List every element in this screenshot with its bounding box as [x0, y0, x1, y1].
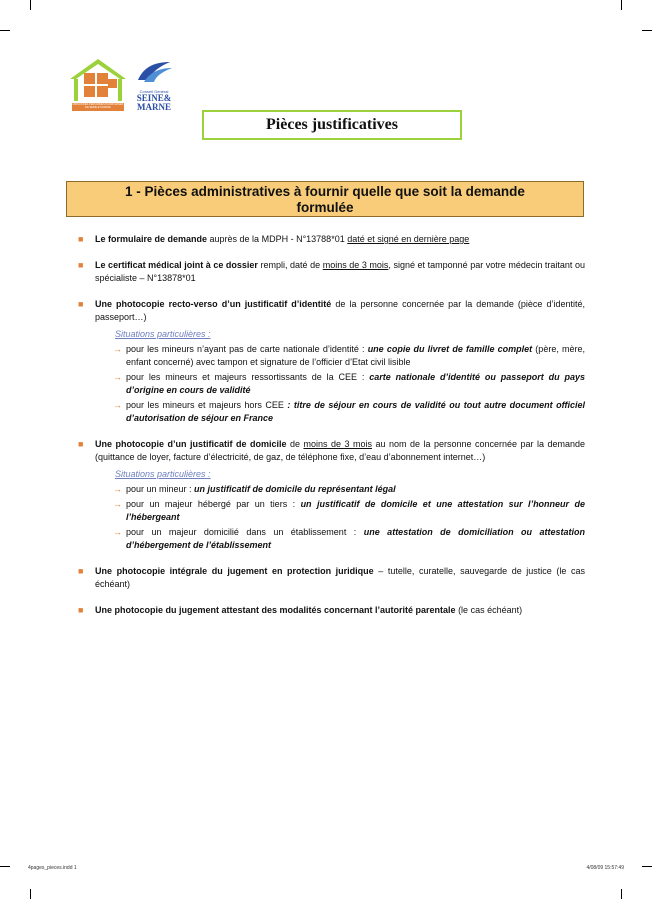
situation-item: → pour un majeur hébergé par un tiers : un justificatif de domicile et une attestation sur l’honneur de l’hébergeant — [113, 499, 585, 522]
bullet-icon: ■ — [78, 260, 84, 270]
arrow-right-icon: → — [113, 372, 122, 382]
list-item: ■ Une photocopie du jugement attestant des modalités concernant l’autorité parentale (le cas échéant) — [78, 605, 523, 615]
arrow-right-icon: → — [113, 527, 122, 537]
crop-mark — [642, 866, 652, 867]
situation-item: → pour un majeur domicilié dans un établissement : une attestation de domiciliation ou attestation d’hébergement de l’établissement — [113, 527, 586, 550]
crop-mark — [621, 889, 622, 899]
situation-item: → pour un mineur : un justificatif de domicile du représentant légal — [113, 484, 396, 494]
bullet-icon: ■ — [78, 439, 84, 449]
page-title: Pièces justificatives — [202, 110, 462, 140]
list-item: ■ Une photocopie d’un justificatif de domicile de moins de 3 mois au nom de la personne concernée par la demande (quittance de loyer, facture d’électricité, de gaz, de téléphone fixe, d’eau d’abonnement internet…) Situations particulières : → pour un mineur : un justificatif de domicile du représentant légal → pour un majeur hébergé par un tiers : un justificatif de domicile et une attestation sur l’honneur de l’hébergeant → pour un majeur domicilié dans un établissement : une attestation de domiciliation ou attestation d’hébergement de l’établissement — [78, 439, 586, 550]
crop-mark — [0, 866, 10, 867]
situation-item: → pour les mineurs et majeurs ressortissants de la CEE : carte nationale d’identité ou passeport du pays d’origine en cours de validité — [113, 372, 585, 395]
arrow-right-icon: → — [113, 484, 122, 494]
bullet-icon: ■ — [78, 234, 84, 244]
mdph-logo: MAISON DES PERSONNES HANDICAPÉES DE SEINE-ET-MARNE — [68, 57, 128, 113]
situations-label: Situations particulières : — [115, 469, 211, 479]
list-item: ■ Le formulaire de demande auprès de la MDPH - N°13788*01 daté et signé en dernière page — [78, 234, 470, 244]
arrow-right-icon: → — [113, 499, 122, 509]
footer-timestamp: 4/08/09 15:57:49 — [586, 865, 624, 871]
crop-mark — [30, 889, 31, 899]
list-item: ■ Une photocopie intégrale du jugement en protection juridique – tutelle, curatelle, sauvegarde de justice (le cas échéant) — [78, 566, 585, 589]
situation-item: → pour les mineurs n’ayant pas de carte nationale d’identité : une copie du livret de famille complet (père, mère, enfant concerné) avec tampon et signature de l’officier d’Etat civil lisible — [113, 344, 585, 367]
situations-label: Situations particulières : — [115, 329, 211, 339]
bullet-icon: ■ — [78, 566, 84, 576]
section-heading: 1 - Pièces administratives à fournir quelle que soit la demande formulée — [66, 181, 584, 217]
bullet-icon: ■ — [78, 299, 84, 309]
arrow-right-icon: → — [113, 344, 122, 354]
requirements-list — [78, 233, 585, 630]
footer-filename: 4pages_pieces.indd 1 — [28, 865, 77, 871]
list-item: ■ Le certificat médical joint à ce dossier rempli, daté de moins de 3 mois, signé et tamponné par votre médecin traitant ou spécialiste – N°13878*01 — [78, 260, 586, 283]
conseil-general-logo: Conseil Général SEINE& MARNE — [134, 58, 174, 110]
crop-mark — [30, 0, 31, 10]
crop-mark — [642, 30, 652, 31]
list-item: ■ Une photocopie recto-verso d’un justificatif d’identité de la personne concernée par la demande (pièce d’identité, passeport…) Situations particulières : → pour les mineurs n’ayant pas de carte nationale d’identité : une copie du livret de famille complet (père, mère, enfant concerné) avec tampon et signature de l’officier d’Etat civil lisible → pour les mineurs et majeurs ressortissants de la CEE : carte nationale d’identité ou passeport du pays d’origine en cours de validité → pour les mineurs et majeurs hors CEE : titre de séjour en cours de validité ou tout autre document officiel d’autorisation de séjour en France — [78, 299, 585, 423]
arrow-right-icon: → — [113, 400, 122, 410]
crop-mark — [0, 30, 10, 31]
crop-mark — [621, 0, 622, 10]
bullet-icon: ■ — [78, 605, 84, 615]
situation-item: → pour les mineurs et majeurs hors CEE : titre de séjour en cours de validité ou tout autre document officiel d’autorisation de séjour en France — [113, 400, 585, 423]
